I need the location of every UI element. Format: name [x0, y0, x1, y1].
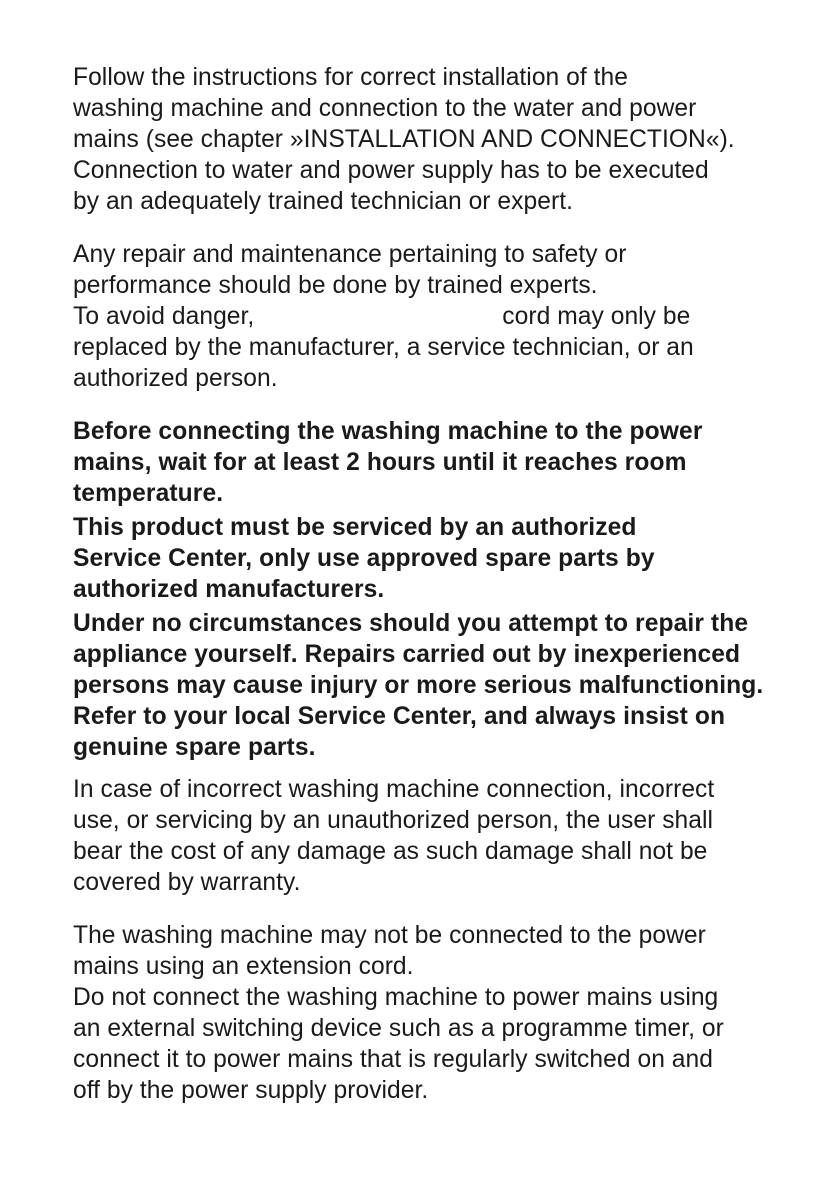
paragraph-repair [73, 239, 793, 394]
text-line: authorized person. [73, 365, 278, 392]
text-line: bear the cost of any damage as such damage shall not be [73, 838, 708, 865]
text-line: Follow the instructions for correct installation of the [73, 64, 628, 91]
document-page [73, 62, 793, 1106]
text-line: an external switching device such as a programme timer, or [73, 1015, 724, 1042]
text-line: Do not connect the washing machine to power mains using [73, 984, 719, 1011]
text-line: Refer to your local Service Center, and always insist on [73, 703, 726, 730]
text-line: mains (see chapter »INSTALLATION AND CONNECTION«). [73, 126, 735, 153]
text-line: replaced by the manufacturer, a service technician, or an [73, 334, 694, 361]
warning-no-self-repair [73, 608, 793, 763]
text-line: use, or servicing by an unauthorized person, the user shall [73, 807, 714, 834]
text-line: washing machine and connection to the water and power [73, 95, 697, 122]
text-line: In case of incorrect washing machine connection, incorrect [73, 776, 715, 803]
text-line-with-gap [73, 301, 793, 332]
text-line: Connection to water and power supply has to be executed [73, 157, 709, 184]
text-line: performance should be done by trained experts. [73, 272, 598, 299]
paragraph-installation [73, 62, 793, 217]
text-line: This product must be serviced by an authorized [73, 514, 637, 541]
text-line: genuine spare parts. [73, 734, 316, 761]
warning-service-center [73, 512, 793, 605]
text-line: The washing machine may not be connected to the power [73, 922, 706, 949]
paragraph-extension-cord [73, 920, 793, 1106]
text-line: persons may cause injury or more serious malfunctioning. [73, 672, 764, 699]
text-line: connect it to power mains that is regularly switched on and [73, 1046, 713, 1073]
text-line: Under no circumstances should you attempt to repair the [73, 610, 749, 637]
text-segment: To avoid danger, [73, 303, 255, 330]
warning-room-temperature [73, 416, 793, 509]
text-line: appliance yourself. Repairs carried out by inexperienced [73, 641, 741, 668]
text-segment: cord may only be [502, 303, 691, 330]
text-line: by an adequately trained technician or expert. [73, 188, 573, 215]
text-line: mains using an extension cord. [73, 953, 414, 980]
text-line: Any repair and maintenance pertaining to safety or [73, 241, 627, 268]
paragraph-warranty [73, 774, 793, 898]
text-line: authorized manufacturers. [73, 576, 385, 603]
text-line: Before connecting the washing machine to the power [73, 418, 703, 445]
text-line: covered by warranty. [73, 869, 301, 896]
text-line: Service Center, only use approved spare parts by [73, 545, 655, 572]
text-line: off by the power supply provider. [73, 1077, 429, 1104]
text-line: mains, wait for at least 2 hours until it reaches room [73, 449, 687, 476]
text-line: temperature. [73, 480, 224, 507]
